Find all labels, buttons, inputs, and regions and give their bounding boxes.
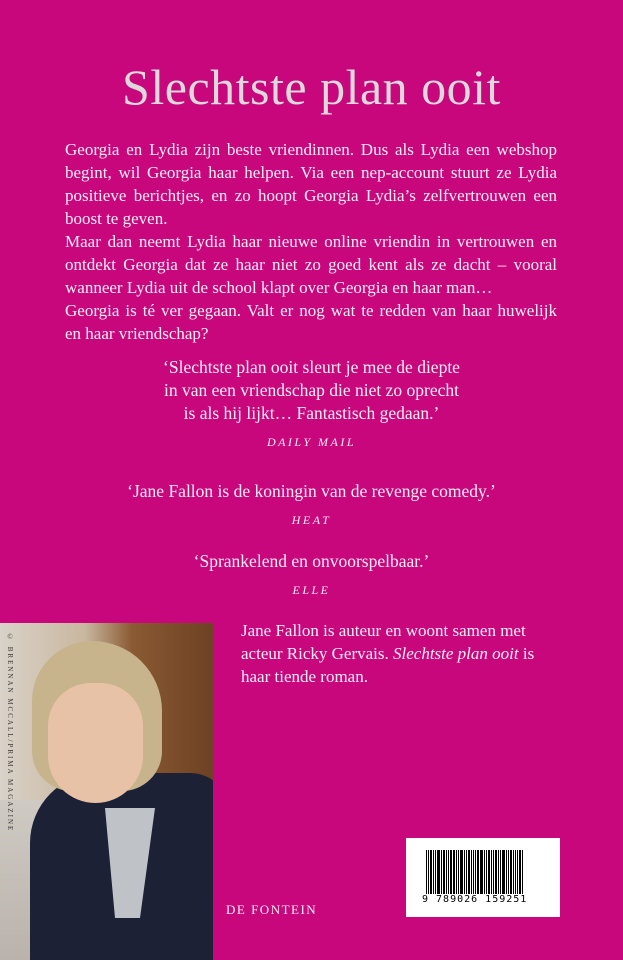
barcode-bar [456,850,457,896]
barcode-bar [488,850,490,896]
review-quote [0,480,623,532]
quote-line: is als hij lijkt… Fantastisch gedaan.’ [183,403,440,423]
barcode-bar [458,850,459,896]
bio-text: is haar tiende roman. [241,644,535,686]
barcode-bar [460,850,463,896]
barcode-bar [510,850,512,896]
quote-source: HEAT [291,513,332,527]
barcode-bar [515,850,516,896]
barcode-bar [471,850,472,896]
review-quote [0,356,623,454]
bio-book-title: Slechtste plan ooit [393,644,519,663]
barcode-bar [500,850,501,896]
barcode-bar [448,850,449,896]
barcode-bar [468,850,470,896]
barcode-bar [502,850,505,896]
barcode-bar [484,850,485,896]
barcode [406,838,560,917]
barcode-bar [506,850,507,896]
bio-text: is auteur en woont samen met acteur Ricky Gervais. [241,621,526,663]
isbn-number: 9 789026 159251 [422,894,528,905]
barcode-bar [453,850,455,896]
barcode-bar [480,850,483,896]
blurb-line: en haar vriendschap? [65,324,209,343]
author-photo [0,623,213,960]
blurb-line: ontdekt Georgia dat ze haar niet zo goed kent als ze dacht – vooral [65,255,557,274]
author-name: Jane Fallon [241,621,319,640]
publisher-name: DE FONTEIN [226,902,318,917]
author-bio [241,619,557,688]
blurb-line: begint, wil Georgia haar helpen. Via een nep-account stuurt ze Lydia [65,163,557,182]
barcode-bar [498,850,499,896]
barcode-bar [441,850,442,896]
barcode-bar [508,850,509,896]
quote-source: DAILY MAIL [266,435,357,449]
barcode-bar [486,850,487,896]
barcode-bar [473,850,474,896]
blurb-text [65,138,557,345]
barcode-bar [437,850,440,896]
quote-line: ‘Slechtste plan ooit sleurt je mee de diepte [163,357,460,377]
barcode-bar [435,850,436,896]
quote-line: ‘Jane Fallon is de koningin van de revenge comedy.’ [127,481,496,501]
blurb-line: Maar dan neemt Lydia haar nieuwe online vriendin in vertrouwen en [65,232,557,251]
barcode-bar [446,850,447,896]
barcode-bar [430,850,432,896]
quote-line: ‘Sprankelend en onvoorspelbaar.’ [193,551,430,571]
barcode-bar [493,850,494,896]
barcode-bar [491,850,492,896]
review-quote [0,550,623,602]
barcode-bar [443,850,445,896]
barcode-bar [466,850,467,896]
blurb-line: positieve berichtjes, en zo hoopt Georgia Lydia’s zelfvertrouwen een [65,186,557,205]
blurb-line: Georgia en Lydia zijn beste vriendinnen. Dus als Lydia een webshop [65,140,557,159]
book-title: Slechtste plan ooit [122,59,501,115]
blurb-line: Georgia is té ver gegaan. Valt er nog wat te redden van haar huwelijk [65,301,557,320]
barcode-bar [495,850,497,896]
photo-credit: © BRENNAN MCCALL/PRIMA MAGAZINE [6,633,14,833]
quote-line: in van een vriendschap die niet zo oprecht [164,380,459,400]
blurb-line: wanneer Lydia uit de school klapt over Georgia en haar man… [65,278,493,297]
barcode-bar [450,850,452,896]
barcode-bar [517,850,518,896]
quote-source: ELLE [292,583,331,597]
blurb-line: boost te geven. [65,209,168,228]
barcode-bar [433,850,434,896]
barcode-bar [464,850,465,896]
barcode-bar [513,850,514,896]
